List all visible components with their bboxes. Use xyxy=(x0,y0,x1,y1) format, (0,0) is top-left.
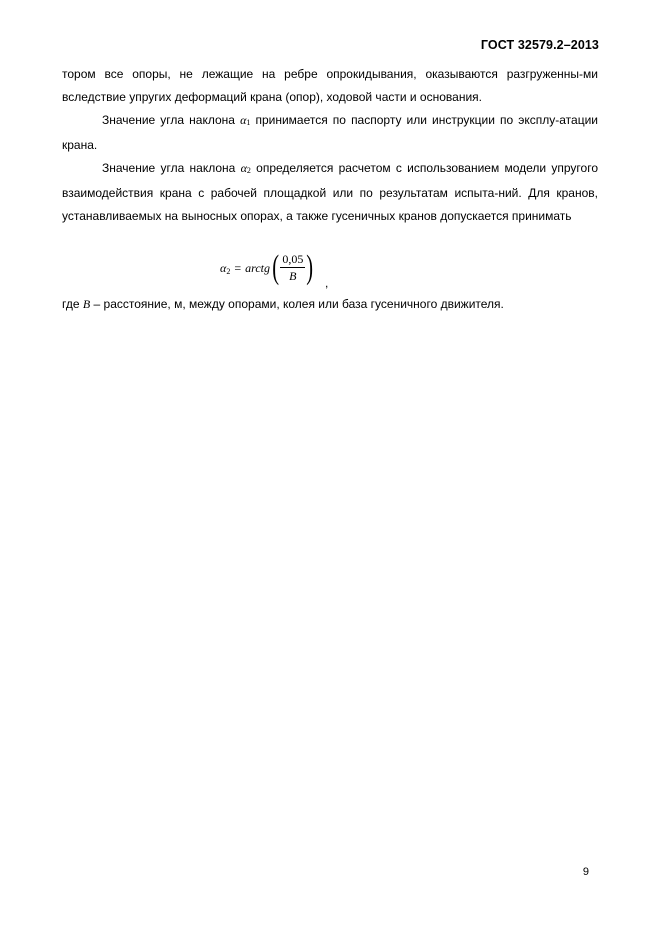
body-text xyxy=(62,63,598,228)
formula-fraction xyxy=(280,253,305,283)
document-code-header: ГОСТ 32579.2–2013 xyxy=(480,38,599,52)
paragraph-continuation: тором все опоры, не лежащие на ребре опрокидывания, оказываются разгруженны-ми вследствие упругих деформаций крана (опор), ходовой части и основания. xyxy=(62,67,598,104)
paragraph-alpha1-text-start: Значение угла наклона xyxy=(102,113,241,127)
paragraph-alpha2-text-start: Значение угла наклона xyxy=(102,161,241,175)
alpha1-symbol xyxy=(240,113,250,127)
alpha2-letter: α xyxy=(240,161,247,175)
where-prefix: где xyxy=(62,297,83,311)
alpha1-letter: α xyxy=(240,113,247,127)
formula-right-paren: ) xyxy=(306,249,314,286)
formula-trailing-comma: , xyxy=(325,276,329,290)
formula-numerator: 0,05 xyxy=(282,252,304,266)
formula-left-paren: ( xyxy=(272,249,280,286)
where-definition xyxy=(62,293,598,316)
where-text: – расстояние, м, между опорами, колея или база гусеничного движителя. xyxy=(90,297,504,311)
alpha2-index: 2 xyxy=(246,166,251,175)
formula-function: arctg xyxy=(245,260,270,275)
formula-lhs-symbol: α xyxy=(220,260,227,275)
paragraph-alpha1 xyxy=(62,109,598,157)
alpha2-formula xyxy=(220,247,316,289)
formula-lhs-index: 2 xyxy=(226,266,231,276)
paragraph-alpha2-text-end: определяется расчетом с использованием модели упругого взаимодействия крана с рабочей площадкой или по результатам испыта-ний. Для кранов, устанавливаемых на выносных опорах, а также гусеничных кранов допускается принимать xyxy=(62,161,598,223)
page-number: 9 xyxy=(582,866,589,878)
formula-equals: = xyxy=(234,260,242,275)
formula-denominator: B xyxy=(289,269,297,283)
alpha1-index: 1 xyxy=(246,118,251,127)
paragraph-alpha1-text-end: принимается по паспорту или инструкции по эксплу-атации крана. xyxy=(62,113,598,152)
alpha2-symbol xyxy=(241,161,251,175)
where-symbol-B: B xyxy=(82,297,91,311)
paragraph-alpha2 xyxy=(62,157,598,228)
